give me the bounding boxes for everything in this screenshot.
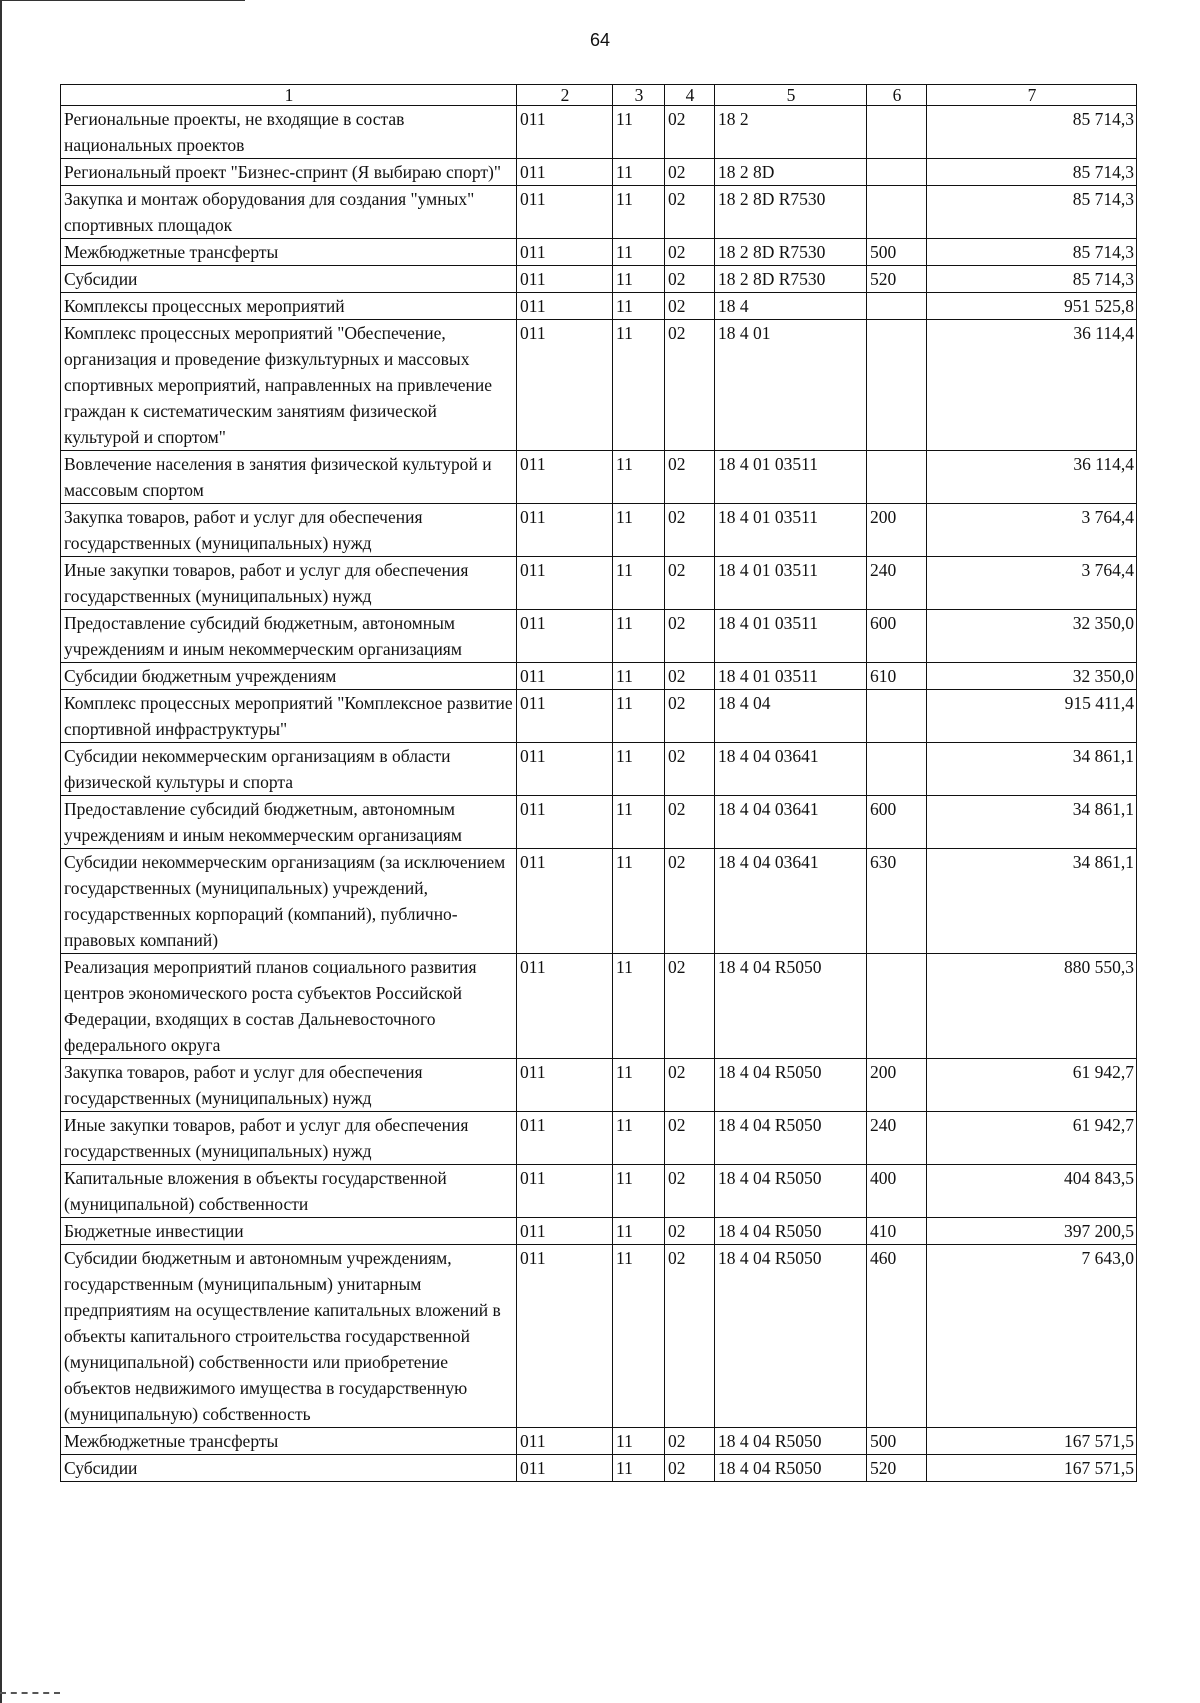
section-code-cell: 11: [613, 186, 665, 239]
target-article-cell: 18 4 04 03641: [715, 849, 867, 954]
table-row: [61, 690, 1137, 743]
subsection-code-cell: 02: [665, 1245, 715, 1428]
row-name-cell: Предоставление субсидий бюджетным, автономным учреждениям и иным некоммерческим организациям: [61, 796, 517, 849]
subsection-code-cell: 02: [665, 266, 715, 293]
ministry-code-cell: 011: [517, 954, 613, 1059]
amount-cell: 85 714,3: [927, 106, 1137, 159]
scan-border-bottom: [0, 1692, 60, 1694]
amount-cell: 34 861,1: [927, 796, 1137, 849]
section-code-cell: 11: [613, 610, 665, 663]
expense-type-cell: 500: [867, 1428, 927, 1455]
expense-type-cell: [867, 743, 927, 796]
row-name-cell: Субсидии бюджетным учреждениям: [61, 663, 517, 690]
target-article-cell: 18 2 8D: [715, 159, 867, 186]
row-name-cell: Комплекс процессных мероприятий "Комплексное развитие спортивной инфраструктуры": [61, 690, 517, 743]
row-name-cell: Субсидии: [61, 266, 517, 293]
row-name-cell: Субсидии некоммерческим организациям (за исключением государственных (муниципальных) учреждений, государственных корпораций (компаний), публично-правовых компаний): [61, 849, 517, 954]
expense-type-cell: 410: [867, 1218, 927, 1245]
amount-cell: 85 714,3: [927, 266, 1137, 293]
expense-type-cell: 200: [867, 1059, 927, 1112]
expense-type-cell: [867, 451, 927, 504]
expense-type-cell: [867, 106, 927, 159]
amount-cell: 34 861,1: [927, 743, 1137, 796]
row-name-cell: Субсидии: [61, 1455, 517, 1482]
target-article-cell: 18 4 04 R5050: [715, 1245, 867, 1428]
target-article-cell: 18 4 04 R5050: [715, 1455, 867, 1482]
section-code-cell: 11: [613, 266, 665, 293]
page-number: 64: [589, 30, 611, 50]
ministry-code-cell: 011: [517, 186, 613, 239]
amount-cell: 36 114,4: [927, 320, 1137, 451]
table-row: [61, 504, 1137, 557]
expense-type-cell: 520: [867, 1455, 927, 1482]
table-row: [61, 610, 1137, 663]
amount-cell: 32 350,0: [927, 663, 1137, 690]
expense-type-cell: [867, 320, 927, 451]
amount-cell: 3 764,4: [927, 504, 1137, 557]
row-name-cell: Межбюджетные трансферты: [61, 239, 517, 266]
subsection-code-cell: 02: [665, 1165, 715, 1218]
target-article-cell: 18 4 04 R5050: [715, 1059, 867, 1112]
table-row: [61, 293, 1137, 320]
amount-cell: 167 571,5: [927, 1428, 1137, 1455]
expense-type-cell: [867, 186, 927, 239]
section-code-cell: 11: [613, 320, 665, 451]
scan-border-top: [0, 0, 245, 1]
expense-type-cell: 240: [867, 557, 927, 610]
target-article-cell: 18 4 01 03511: [715, 504, 867, 557]
subsection-code-cell: 02: [665, 796, 715, 849]
ministry-code-cell: 011: [517, 743, 613, 796]
column-header: 7: [927, 85, 1137, 106]
amount-cell: 61 942,7: [927, 1112, 1137, 1165]
target-article-cell: 18 4 01 03511: [715, 557, 867, 610]
section-code-cell: 11: [613, 106, 665, 159]
section-code-cell: 11: [613, 849, 665, 954]
section-code-cell: 11: [613, 1218, 665, 1245]
ministry-code-cell: 011: [517, 1428, 613, 1455]
section-code-cell: 11: [613, 239, 665, 266]
section-code-cell: 11: [613, 293, 665, 320]
target-article-cell: 18 2 8D R7530: [715, 186, 867, 239]
row-name-cell: Закупка товаров, работ и услуг для обеспечения государственных (муниципальных) нужд: [61, 504, 517, 557]
expense-type-cell: [867, 690, 927, 743]
target-article-cell: 18 4 04 R5050: [715, 954, 867, 1059]
row-name-cell: Реализация мероприятий планов социального развития центров экономического роста субъектов Российской Федерации, входящих в состав Дальневосточного федерального округа: [61, 954, 517, 1059]
row-name-cell: Закупка товаров, работ и услуг для обеспечения государственных (муниципальных) нужд: [61, 1059, 517, 1112]
ministry-code-cell: 011: [517, 159, 613, 186]
column-header: 4: [665, 85, 715, 106]
expense-type-cell: 600: [867, 796, 927, 849]
expense-type-cell: [867, 954, 927, 1059]
row-name-cell: Вовлечение населения в занятия физической культурой и массовым спортом: [61, 451, 517, 504]
row-name-cell: Предоставление субсидий бюджетным, автономным учреждениям и иным некоммерческим организациям: [61, 610, 517, 663]
subsection-code-cell: 02: [665, 186, 715, 239]
amount-cell: 167 571,5: [927, 1455, 1137, 1482]
expense-type-cell: 520: [867, 266, 927, 293]
ministry-code-cell: 011: [517, 320, 613, 451]
section-code-cell: 11: [613, 159, 665, 186]
subsection-code-cell: 02: [665, 1218, 715, 1245]
row-name-cell: Межбюджетные трансферты: [61, 1428, 517, 1455]
column-number-row: [61, 85, 1137, 106]
ministry-code-cell: 011: [517, 1455, 613, 1482]
table-row: [61, 849, 1137, 954]
subsection-code-cell: 02: [665, 743, 715, 796]
amount-cell: 85 714,3: [927, 186, 1137, 239]
table-row: [61, 320, 1137, 451]
amount-cell: 85 714,3: [927, 239, 1137, 266]
section-code-cell: 11: [613, 1112, 665, 1165]
section-code-cell: 11: [613, 1245, 665, 1428]
amount-cell: 32 350,0: [927, 610, 1137, 663]
row-name-cell: Субсидии некоммерческим организациям в области физической культуры и спорта: [61, 743, 517, 796]
subsection-code-cell: 02: [665, 610, 715, 663]
amount-cell: 397 200,5: [927, 1218, 1137, 1245]
column-header: 5: [715, 85, 867, 106]
ministry-code-cell: 011: [517, 557, 613, 610]
row-name-cell: Субсидии бюджетным и автономным учреждениям, государственным (муниципальным) унитарным предприятиям на осуществление капитальных вложений в объекты капитального строительства государственной (муниципальной) собственности или приобретение объектов недвижимого имущества в государственную (муниципальную) собственность: [61, 1245, 517, 1428]
subsection-code-cell: 02: [665, 504, 715, 557]
target-article-cell: 18 4 01 03511: [715, 451, 867, 504]
scan-border-left: [0, 0, 2, 1703]
expense-type-cell: 630: [867, 849, 927, 954]
target-article-cell: 18 4 04: [715, 690, 867, 743]
section-code-cell: 11: [613, 557, 665, 610]
section-code-cell: 11: [613, 690, 665, 743]
amount-cell: 34 861,1: [927, 849, 1137, 954]
target-article-cell: 18 4 04 R5050: [715, 1112, 867, 1165]
table-row: [61, 1245, 1137, 1428]
table-row: [61, 1112, 1137, 1165]
subsection-code-cell: 02: [665, 1428, 715, 1455]
row-name-cell: Капитальные вложения в объекты государственной (муниципальной) собственности: [61, 1165, 517, 1218]
section-code-cell: 11: [613, 954, 665, 1059]
ministry-code-cell: 011: [517, 106, 613, 159]
subsection-code-cell: 02: [665, 239, 715, 266]
row-name-cell: Комплексы процессных мероприятий: [61, 293, 517, 320]
expense-type-cell: [867, 293, 927, 320]
expense-type-cell: 460: [867, 1245, 927, 1428]
amount-cell: 7 643,0: [927, 1245, 1137, 1428]
target-article-cell: 18 4 04 03641: [715, 743, 867, 796]
row-name-cell: Иные закупки товаров, работ и услуг для обеспечения государственных (муниципальных) нужд: [61, 1112, 517, 1165]
expense-type-cell: 400: [867, 1165, 927, 1218]
table-row: [61, 663, 1137, 690]
section-code-cell: 11: [613, 1059, 665, 1112]
subsection-code-cell: 02: [665, 954, 715, 1059]
target-article-cell: 18 2: [715, 106, 867, 159]
table-row: [61, 954, 1137, 1059]
ministry-code-cell: 011: [517, 849, 613, 954]
amount-cell: 404 843,5: [927, 1165, 1137, 1218]
subsection-code-cell: 02: [665, 557, 715, 610]
amount-cell: 61 942,7: [927, 1059, 1137, 1112]
section-code-cell: 11: [613, 796, 665, 849]
table-row: [61, 1165, 1137, 1218]
target-article-cell: 18 4 01: [715, 320, 867, 451]
table-row: [61, 743, 1137, 796]
section-code-cell: 11: [613, 663, 665, 690]
expense-type-cell: 610: [867, 663, 927, 690]
row-name-cell: Региональный проект "Бизнес-спринт (Я выбираю спорт)": [61, 159, 517, 186]
section-code-cell: 11: [613, 1455, 665, 1482]
target-article-cell: 18 2 8D R7530: [715, 266, 867, 293]
row-name-cell: Бюджетные инвестиции: [61, 1218, 517, 1245]
amount-cell: 951 525,8: [927, 293, 1137, 320]
subsection-code-cell: 02: [665, 320, 715, 451]
table-row: [61, 106, 1137, 159]
table-row: [61, 451, 1137, 504]
table-row: [61, 1455, 1137, 1482]
expense-type-cell: 240: [867, 1112, 927, 1165]
expense-type-cell: [867, 159, 927, 186]
amount-cell: 880 550,3: [927, 954, 1137, 1059]
ministry-code-cell: 011: [517, 451, 613, 504]
target-article-cell: 18 4 04 R5050: [715, 1428, 867, 1455]
table-row: [61, 796, 1137, 849]
ministry-code-cell: 011: [517, 1245, 613, 1428]
target-article-cell: 18 2 8D R7530: [715, 239, 867, 266]
subsection-code-cell: 02: [665, 106, 715, 159]
target-article-cell: 18 4 01 03511: [715, 610, 867, 663]
target-article-cell: 18 4: [715, 293, 867, 320]
section-code-cell: 11: [613, 504, 665, 557]
column-header: 6: [867, 85, 927, 106]
expense-type-cell: 600: [867, 610, 927, 663]
ministry-code-cell: 011: [517, 663, 613, 690]
row-name-cell: Иные закупки товаров, работ и услуг для обеспечения государственных (муниципальных) нужд: [61, 557, 517, 610]
table-row: [61, 1218, 1137, 1245]
ministry-code-cell: 011: [517, 266, 613, 293]
subsection-code-cell: 02: [665, 1455, 715, 1482]
row-name-cell: Закупка и монтаж оборудования для создания "умных" спортивных площадок: [61, 186, 517, 239]
target-article-cell: 18 4 04 03641: [715, 796, 867, 849]
ministry-code-cell: 011: [517, 1059, 613, 1112]
subsection-code-cell: 02: [665, 159, 715, 186]
subsection-code-cell: 02: [665, 1112, 715, 1165]
expense-type-cell: 200: [867, 504, 927, 557]
section-code-cell: 11: [613, 1428, 665, 1455]
table-row: [61, 557, 1137, 610]
budget-table: [60, 84, 1137, 1482]
subsection-code-cell: 02: [665, 690, 715, 743]
table-row: [61, 1059, 1137, 1112]
subsection-code-cell: 02: [665, 663, 715, 690]
ministry-code-cell: 011: [517, 239, 613, 266]
ministry-code-cell: 011: [517, 1165, 613, 1218]
table-row: [61, 266, 1137, 293]
section-code-cell: 11: [613, 451, 665, 504]
target-article-cell: 18 4 04 R5050: [715, 1165, 867, 1218]
table-row: [61, 159, 1137, 186]
table-row: [61, 1428, 1137, 1455]
column-header: 2: [517, 85, 613, 106]
ministry-code-cell: 011: [517, 1112, 613, 1165]
amount-cell: 36 114,4: [927, 451, 1137, 504]
ministry-code-cell: 011: [517, 293, 613, 320]
row-name-cell: Региональные проекты, не входящие в состав национальных проектов: [61, 106, 517, 159]
table-row: [61, 186, 1137, 239]
section-code-cell: 11: [613, 1165, 665, 1218]
subsection-code-cell: 02: [665, 293, 715, 320]
ministry-code-cell: 011: [517, 690, 613, 743]
target-article-cell: 18 4 04 R5050: [715, 1218, 867, 1245]
ministry-code-cell: 011: [517, 796, 613, 849]
target-article-cell: 18 4 01 03511: [715, 663, 867, 690]
ministry-code-cell: 011: [517, 610, 613, 663]
subsection-code-cell: 02: [665, 849, 715, 954]
amount-cell: 85 714,3: [927, 159, 1137, 186]
column-header: 3: [613, 85, 665, 106]
subsection-code-cell: 02: [665, 451, 715, 504]
subsection-code-cell: 02: [665, 1059, 715, 1112]
table-row: [61, 239, 1137, 266]
table-body: [61, 106, 1137, 1482]
section-code-cell: 11: [613, 743, 665, 796]
ministry-code-cell: 011: [517, 504, 613, 557]
amount-cell: 3 764,4: [927, 557, 1137, 610]
row-name-cell: Комплекс процессных мероприятий "Обеспечение, организация и проведение физкультурных и массовых спортивных мероприятий, направленных на привлечение граждан к систематическим занятиям физической культурой и спортом": [61, 320, 517, 451]
amount-cell: 915 411,4: [927, 690, 1137, 743]
expense-type-cell: 500: [867, 239, 927, 266]
column-header: 1: [61, 85, 517, 106]
ministry-code-cell: 011: [517, 1218, 613, 1245]
